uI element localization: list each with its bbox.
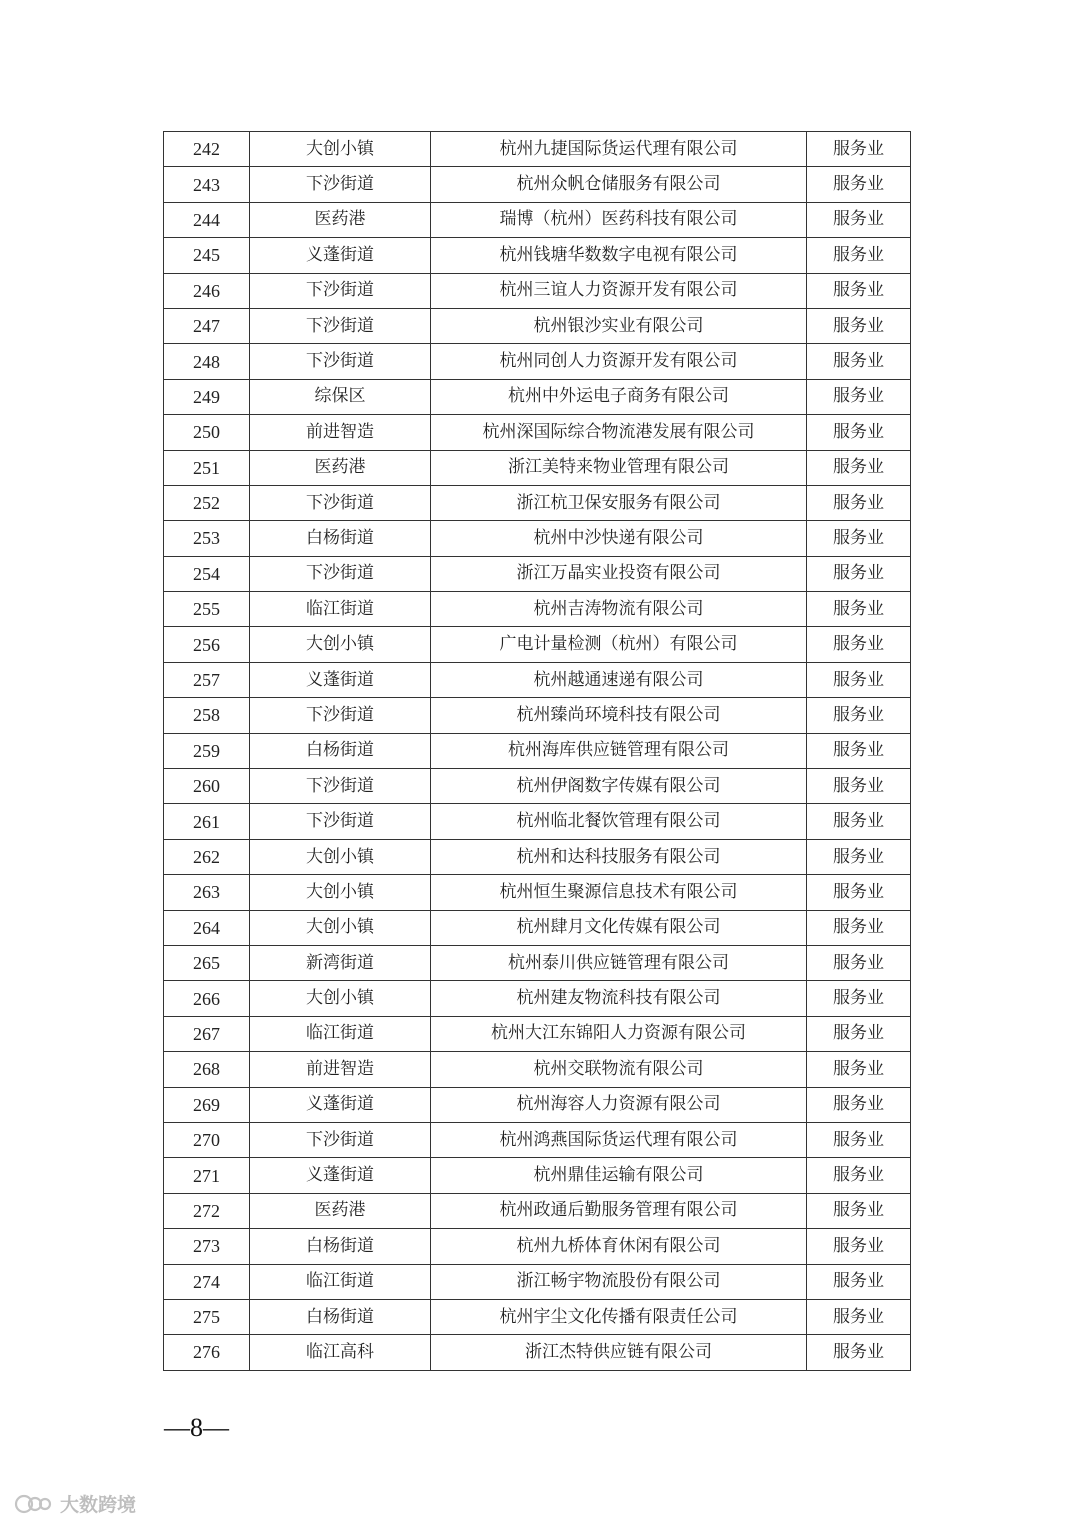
- row-number-cell: 249: [164, 379, 250, 414]
- row-number-cell: 274: [164, 1264, 250, 1299]
- company-name-cell: 浙江杭卫保安服务有限公司: [431, 485, 807, 520]
- industry-cell: 服务业: [807, 769, 911, 804]
- table-row: [164, 910, 911, 945]
- area-cell: 下沙街道: [250, 308, 431, 343]
- table-row: [164, 344, 911, 379]
- company-name-cell: 杭州吉涛物流有限公司: [431, 592, 807, 627]
- row-number-cell: 254: [164, 556, 250, 591]
- area-cell: 大创小镇: [250, 132, 431, 167]
- industry-cell: 服务业: [807, 238, 911, 273]
- table-row: [164, 662, 911, 697]
- watermark-text: 大数跨境: [60, 1494, 137, 1516]
- area-cell: 下沙街道: [250, 485, 431, 520]
- area-cell: 综保区: [250, 379, 431, 414]
- table-row: [164, 1087, 911, 1122]
- area-cell: 白杨街道: [250, 521, 431, 556]
- table-row: [164, 1052, 911, 1087]
- industry-cell: 服务业: [807, 1264, 911, 1299]
- table-row: [164, 733, 911, 768]
- area-cell: 下沙街道: [250, 769, 431, 804]
- area-cell: 白杨街道: [250, 1299, 431, 1334]
- industry-cell: 服务业: [807, 662, 911, 697]
- row-number-cell: 242: [164, 132, 250, 167]
- table-row: [164, 1299, 911, 1334]
- industry-cell: 服务业: [807, 733, 911, 768]
- row-number-cell: 266: [164, 981, 250, 1016]
- company-name-cell: 杭州越通速递有限公司: [431, 662, 807, 697]
- table-row: [164, 167, 911, 202]
- area-cell: 白杨街道: [250, 1229, 431, 1264]
- row-number-cell: 270: [164, 1122, 250, 1157]
- company-name-cell: 浙江杰特供应链有限公司: [431, 1335, 807, 1370]
- row-number-cell: 265: [164, 945, 250, 980]
- table-row: [164, 485, 911, 520]
- table-row: [164, 698, 911, 733]
- area-cell: 医药港: [250, 1193, 431, 1228]
- area-cell: 临江街道: [250, 592, 431, 627]
- area-cell: 义蓬街道: [250, 1158, 431, 1193]
- row-number-cell: 271: [164, 1158, 250, 1193]
- row-number-cell: 256: [164, 627, 250, 662]
- company-name-cell: 广电计量检测（杭州）有限公司: [431, 627, 807, 662]
- industry-cell: 服务业: [807, 698, 911, 733]
- row-number-cell: 269: [164, 1087, 250, 1122]
- area-cell: 前进智造: [250, 1052, 431, 1087]
- company-name-cell: 杭州臻尚环境科技有限公司: [431, 698, 807, 733]
- row-number-cell: 275: [164, 1299, 250, 1334]
- area-cell: 临江高科: [250, 1335, 431, 1370]
- company-name-cell: 杭州九桥体育休闲有限公司: [431, 1229, 807, 1264]
- row-number-cell: 273: [164, 1229, 250, 1264]
- area-cell: 白杨街道: [250, 733, 431, 768]
- table-row: [164, 839, 911, 874]
- industry-cell: 服务业: [807, 415, 911, 450]
- row-number-cell: 257: [164, 662, 250, 697]
- company-name-cell: 杭州和达科技服务有限公司: [431, 839, 807, 874]
- area-cell: 义蓬街道: [250, 662, 431, 697]
- industry-cell: 服务业: [807, 450, 911, 485]
- area-cell: 义蓬街道: [250, 1087, 431, 1122]
- table-row: [164, 273, 911, 308]
- area-cell: 大创小镇: [250, 981, 431, 1016]
- industry-cell: 服务业: [807, 344, 911, 379]
- area-cell: 新湾街道: [250, 945, 431, 980]
- area-cell: 下沙街道: [250, 804, 431, 839]
- company-name-cell: 瑞博（杭州）医药科技有限公司: [431, 202, 807, 237]
- industry-cell: 服务业: [807, 627, 911, 662]
- area-cell: 下沙街道: [250, 556, 431, 591]
- row-number-cell: 264: [164, 910, 250, 945]
- table-row: [164, 379, 911, 414]
- company-name-cell: 杭州恒生聚源信息技术有限公司: [431, 875, 807, 910]
- table-row: [164, 945, 911, 980]
- industry-cell: 服务业: [807, 379, 911, 414]
- table-row: [164, 238, 911, 273]
- industry-cell: 服务业: [807, 167, 911, 202]
- company-name-cell: 杭州中沙快递有限公司: [431, 521, 807, 556]
- table-row: [164, 1229, 911, 1264]
- industry-cell: 服务业: [807, 875, 911, 910]
- area-cell: 下沙街道: [250, 698, 431, 733]
- company-name-cell: 杭州钱塘华数数字电视有限公司: [431, 238, 807, 273]
- row-number-cell: 258: [164, 698, 250, 733]
- company-name-cell: 浙江万晶实业投资有限公司: [431, 556, 807, 591]
- industry-cell: 服务业: [807, 981, 911, 1016]
- company-name-cell: 杭州九捷国际货运代理有限公司: [431, 132, 807, 167]
- industry-cell: 服务业: [807, 1193, 911, 1228]
- industry-cell: 服务业: [807, 1016, 911, 1051]
- company-name-cell: 杭州三谊人力资源开发有限公司: [431, 273, 807, 308]
- company-name-cell: 杭州深国际综合物流港发展有限公司: [431, 415, 807, 450]
- table-row: [164, 804, 911, 839]
- table-row: [164, 875, 911, 910]
- table-row: [164, 1016, 911, 1051]
- company-name-cell: 杭州肆月文化传媒有限公司: [431, 910, 807, 945]
- industry-cell: 服务业: [807, 592, 911, 627]
- area-cell: 下沙街道: [250, 1122, 431, 1157]
- row-number-cell: 268: [164, 1052, 250, 1087]
- table-row: [164, 769, 911, 804]
- table-row: [164, 132, 911, 167]
- company-name-cell: 杭州临北餐饮管理有限公司: [431, 804, 807, 839]
- row-number-cell: 260: [164, 769, 250, 804]
- row-number-cell: 263: [164, 875, 250, 910]
- industry-cell: 服务业: [807, 1158, 911, 1193]
- industry-cell: 服务业: [807, 804, 911, 839]
- row-number-cell: 267: [164, 1016, 250, 1051]
- industry-cell: 服务业: [807, 1122, 911, 1157]
- table-row: [164, 556, 911, 591]
- area-cell: 临江街道: [250, 1264, 431, 1299]
- industry-cell: 服务业: [807, 308, 911, 343]
- page-number: —8—: [164, 1413, 229, 1442]
- table-row: [164, 308, 911, 343]
- row-number-cell: 253: [164, 521, 250, 556]
- company-name-cell: 杭州海库供应链管理有限公司: [431, 733, 807, 768]
- area-cell: 大创小镇: [250, 910, 431, 945]
- area-cell: 大创小镇: [250, 627, 431, 662]
- area-cell: 医药港: [250, 450, 431, 485]
- industry-cell: 服务业: [807, 1299, 911, 1334]
- company-name-cell: 杭州建友物流科技有限公司: [431, 981, 807, 1016]
- watermark: [14, 1490, 136, 1517]
- industry-cell: 服务业: [807, 1052, 911, 1087]
- table-row: [164, 592, 911, 627]
- industry-cell: 服务业: [807, 202, 911, 237]
- row-number-cell: 247: [164, 308, 250, 343]
- row-number-cell: 259: [164, 733, 250, 768]
- row-number-cell: 250: [164, 415, 250, 450]
- company-name-cell: 杭州鸿燕国际货运代理有限公司: [431, 1122, 807, 1157]
- row-number-cell: 261: [164, 804, 250, 839]
- industry-cell: 服务业: [807, 1229, 911, 1264]
- row-number-cell: 252: [164, 485, 250, 520]
- table-row: [164, 415, 911, 450]
- table-row: [164, 521, 911, 556]
- row-number-cell: 262: [164, 839, 250, 874]
- table-row: [164, 202, 911, 237]
- table-row: [164, 1193, 911, 1228]
- area-cell: 大创小镇: [250, 839, 431, 874]
- company-name-cell: 杭州银沙实业有限公司: [431, 308, 807, 343]
- industry-cell: 服务业: [807, 1087, 911, 1122]
- industry-cell: 服务业: [807, 945, 911, 980]
- table-row: [164, 450, 911, 485]
- row-number-cell: 255: [164, 592, 250, 627]
- row-number-cell: 243: [164, 167, 250, 202]
- area-cell: 义蓬街道: [250, 238, 431, 273]
- industry-cell: 服务业: [807, 839, 911, 874]
- company-name-cell: 杭州中外运电子商务有限公司: [431, 379, 807, 414]
- table-row: [164, 1158, 911, 1193]
- row-number-cell: 246: [164, 273, 250, 308]
- industry-cell: 服务业: [807, 1335, 911, 1370]
- row-number-cell: 272: [164, 1193, 250, 1228]
- industry-cell: 服务业: [807, 132, 911, 167]
- company-table-body: [164, 132, 911, 1371]
- table-row: [164, 981, 911, 1016]
- row-number-cell: 251: [164, 450, 250, 485]
- company-name-cell: 浙江美特来物业管理有限公司: [431, 450, 807, 485]
- industry-cell: 服务业: [807, 556, 911, 591]
- table-row: [164, 627, 911, 662]
- company-table: [163, 131, 911, 1371]
- company-name-cell: 杭州交联物流有限公司: [431, 1052, 807, 1087]
- table-row: [164, 1122, 911, 1157]
- industry-cell: 服务业: [807, 910, 911, 945]
- company-name-cell: 杭州海容人力资源有限公司: [431, 1087, 807, 1122]
- industry-cell: 服务业: [807, 485, 911, 520]
- area-cell: 临江街道: [250, 1016, 431, 1051]
- company-name-cell: 杭州宇尘文化传播有限责任公司: [431, 1299, 807, 1334]
- row-number-cell: 248: [164, 344, 250, 379]
- area-cell: 大创小镇: [250, 875, 431, 910]
- area-cell: 下沙街道: [250, 273, 431, 308]
- area-cell: 下沙街道: [250, 344, 431, 379]
- industry-cell: 服务业: [807, 273, 911, 308]
- company-name-cell: 杭州众帆仓储服务有限公司: [431, 167, 807, 202]
- area-cell: 下沙街道: [250, 167, 431, 202]
- company-name-cell: 杭州政通后勤服务管理有限公司: [431, 1193, 807, 1228]
- brand-logo-icon: [14, 1492, 54, 1516]
- table-row: [164, 1264, 911, 1299]
- company-name-cell: 杭州泰川供应链管理有限公司: [431, 945, 807, 980]
- industry-cell: 服务业: [807, 521, 911, 556]
- row-number-cell: 245: [164, 238, 250, 273]
- area-cell: 前进智造: [250, 415, 431, 450]
- company-name-cell: 杭州大江东锦阳人力资源有限公司: [431, 1016, 807, 1051]
- company-name-cell: 杭州伊阁数字传媒有限公司: [431, 769, 807, 804]
- area-cell: 医药港: [250, 202, 431, 237]
- row-number-cell: 244: [164, 202, 250, 237]
- company-name-cell: 杭州同创人力资源开发有限公司: [431, 344, 807, 379]
- table-row: [164, 1335, 911, 1370]
- company-name-cell: 杭州鼎佳运输有限公司: [431, 1158, 807, 1193]
- row-number-cell: 276: [164, 1335, 250, 1370]
- company-name-cell: 浙江畅宇物流股份有限公司: [431, 1264, 807, 1299]
